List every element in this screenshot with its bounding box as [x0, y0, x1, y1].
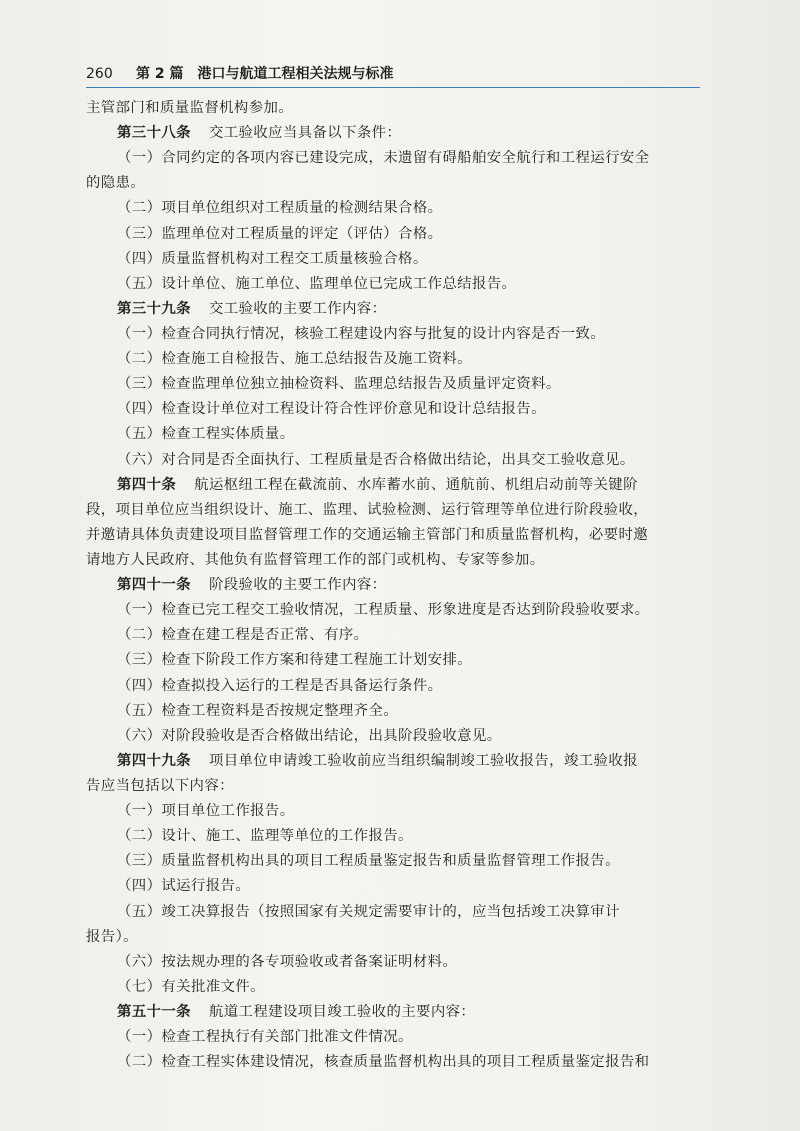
line-text: （二）检查在建工程是否正常、有序。	[117, 627, 369, 644]
text-line	[86, 247, 700, 272]
text-line	[86, 448, 700, 473]
line-text: （一）项目单位工作报告。	[117, 803, 295, 820]
line-text: （五）检查工程实体质量。	[117, 426, 295, 443]
line-text: 交工验收的主要工作内容：	[208, 300, 387, 317]
line-text: （五）设计单位、施工单位、监理单位已完成工作总结报告。	[117, 275, 517, 292]
line-text: （三）检查监理单位独立抽检资料、监理总结报告及质量评定资料。	[117, 376, 561, 393]
line-text: （一）合同约定的各项内容已建设完成，未遗留有碍船舶安全航行和工程运行安全	[117, 150, 650, 167]
text-line	[86, 196, 700, 221]
line-text: 段，项目单位应当组织设计、施工、监理、试验检测、运行管理等单位进行阶段验收，	[86, 501, 649, 518]
line-text: （五）竣工决算报告（按照国家有关规定需要审计的，应当包括竣工决算审计	[117, 903, 620, 920]
line-text: （六）对合同是否全面执行、工程质量是否合格做出结论，出具交工验收意见。	[117, 451, 635, 468]
text-line	[86, 1050, 700, 1075]
text-line	[86, 598, 700, 623]
text-line	[86, 272, 700, 297]
article-number: 第三十八条	[117, 125, 191, 142]
article-number: 第四十一条	[117, 577, 191, 594]
text-line	[86, 397, 700, 422]
article-number: 第四十九条	[117, 752, 191, 769]
line-text: （三）质量监督机构出具的项目工程质量鉴定报告和质量监督管理工作报告。	[117, 853, 620, 870]
line-text: 报告）。	[86, 928, 138, 945]
part-label: 第 2 篇	[136, 66, 184, 82]
line-text: 的隐患。	[86, 175, 146, 192]
text-line	[86, 975, 700, 1000]
text-line	[86, 222, 700, 247]
header-rule	[86, 87, 700, 88]
line-text: （三）检查下阶段工作方案和待建工程施工计划安排。	[117, 652, 472, 669]
line-text: 告应当包括以下内容：	[86, 777, 234, 794]
line-text: （六）按法规办理的各专项验收或者备案证明材料。	[117, 953, 458, 970]
line-text: 交工验收应当具备以下条件：	[208, 125, 402, 142]
line-text: （五）检查工程资料是否按规定整理齐全。	[117, 702, 399, 719]
line-text: （一）检查工程执行有关部门批准文件情况。	[117, 1029, 413, 1046]
article-line	[86, 1000, 700, 1025]
text-line	[86, 900, 700, 925]
line-text: （四）检查拟投入运行的工程是否具备运行条件。	[117, 677, 443, 694]
text-line	[86, 774, 700, 799]
running-header	[86, 64, 700, 86]
part-title: 港口与航道工程相关法规与标准	[197, 66, 394, 82]
text-line	[86, 422, 700, 447]
article-number: 第四十条	[117, 476, 177, 493]
text-line	[86, 171, 700, 196]
article-line	[86, 473, 700, 498]
line-text: （一）检查已完工程交工验收情况，工程质量、形象进度是否达到阶段验收要求。	[117, 602, 650, 619]
article-line	[86, 749, 700, 774]
article-number: 第三十九条	[117, 300, 191, 317]
line-text: （四）检查设计单位对工程设计符合性评价意见和设计总结报告。	[117, 401, 546, 418]
text-line	[86, 950, 700, 975]
line-text: 请地方人民政府、其他负有监督管理工作的部门或机构、专家等参加。	[86, 551, 545, 568]
line-text: 主管部门和质量监督机构参加。	[86, 100, 294, 116]
text-line	[86, 322, 700, 347]
line-text: （二）设计、施工、监理等单位的工作报告。	[117, 828, 413, 845]
line-text: （七）有关批准文件。	[117, 978, 265, 995]
text-line	[86, 523, 700, 548]
article-line	[86, 297, 700, 322]
line-text: （四）试运行报告。	[117, 878, 251, 895]
article-line	[86, 121, 700, 146]
text-line	[86, 824, 700, 849]
line-text: （二）检查工程实体建设情况，核查质量监督机构出具的项目工程质量鉴定报告和	[117, 1054, 650, 1071]
text-line	[86, 548, 700, 573]
article-number: 第五十一条	[117, 1003, 191, 1020]
line-text: 项目单位申请竣工验收前应当组织编制竣工验收报告，竣工验收报	[208, 752, 638, 769]
line-text: 阶段验收的主要工作内容：	[208, 577, 387, 594]
text-line	[86, 1025, 700, 1050]
line-text: （二）检查施工自检报告、施工总结报告及施工资料。	[117, 351, 472, 368]
document-body	[86, 96, 700, 1075]
article-line	[86, 573, 700, 598]
text-line	[86, 96, 700, 121]
text-line	[86, 498, 700, 523]
text-line	[86, 849, 700, 874]
line-text: （三）监理单位对工程质量的评定（评估）合格。	[117, 225, 443, 242]
text-line	[86, 699, 700, 724]
line-text: （二）项目单位组织对工程质量的检测结果合格。	[117, 200, 443, 217]
line-text: 并邀请具体负责建设项目监督管理工作的交通运输主管部门和质量监督机构，必要时邀	[86, 526, 649, 543]
text-line	[86, 874, 700, 899]
page-number: 260	[86, 66, 113, 82]
text-line	[86, 146, 700, 171]
line-text: （六）对阶段验收是否合格做出结论，出具阶段验收意见。	[117, 727, 502, 744]
text-line	[86, 648, 700, 673]
text-line	[86, 674, 700, 699]
text-line	[86, 925, 700, 950]
text-line	[86, 372, 700, 397]
text-line	[86, 724, 700, 749]
text-line	[86, 347, 700, 372]
text-line	[86, 623, 700, 648]
line-text: （一）检查合同执行情况，核验工程建设内容与批复的设计内容是否一致。	[117, 325, 606, 342]
line-text: （四）质量监督机构对工程交工质量核验合格。	[117, 250, 428, 267]
line-text: 航道工程建设项目竣工验收的主要内容：	[208, 1003, 476, 1020]
text-line	[86, 799, 700, 824]
line-text: 航运枢纽工程在截流前、水库蓄水前、通航前、机组启动前等关键阶	[194, 476, 638, 493]
